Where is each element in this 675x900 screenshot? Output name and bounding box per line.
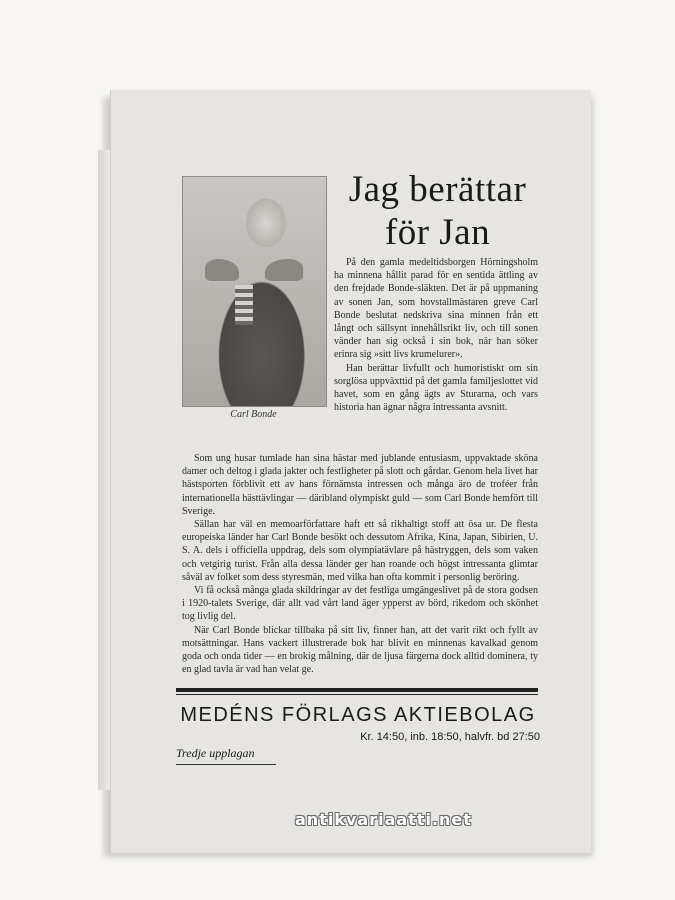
blurb-paragraph: Vi få också många glada skildringar av det festliga umgängeslivet på de stora godsen i 1920-talets Sverige, där allt vad vårt land äger ypperst av börd, rikedom och skönhet tog livlig del. [182,585,538,623]
photo-caption: Carl Bonde [230,409,277,420]
price-list: Kr. 14:50, inb. 18:50, halvfr. bd 27:50 [360,731,540,743]
blurb-right-column [334,256,538,414]
blurb-paragraph: Som ung husar tumlade han sina hästar med jublande entusiasm, uppvaktade sköna damer och deltog i glada jakter och festligheter på slott och gårdar. Genom hela livet har hästsporten förblivit ett av hans förnämsta intressen och många äro de troféer från internationella hästtävlingar — däribland olympiskt guld — som Carl Bonde hemfört till Sverige. [182,453,538,517]
medals [235,285,253,325]
edition-label: Tredje upplagan [176,746,255,760]
blurb-full-column [182,452,538,676]
divider-thick [176,688,538,692]
book-title [330,168,545,254]
title-line-1: Jag berättar [348,169,527,210]
divider-thin [176,694,538,695]
edition-underline [176,764,276,765]
blurb-paragraph: På den gamla medeltidsborgen Hörningsholm ha minnena hållit parad för en sentida ättling av den frejdade Bonde-släkten. Det är på uppmaning av sonen Jan, som hovstallmästaren greve Carl Bonde beslutat nedskriva sina minnen från ett långt och sällsynt innehållsrikt liv, och till sonen vänder han sig också i sin bok, när han söker erinra sig »sitt livs krumelurer». [334,257,538,361]
watermark: antikvariaatti.net [295,810,472,829]
epaulet-right [265,259,303,281]
publisher-name: MEDÉNS FÖRLAGS AKTIEBOLAG [180,704,536,726]
blurb-paragraph: Sällan har väl en memoarförfattare haft ett så rikhaltigt stoff att ösa ur. De flesta europeiska länder har Carl Bonde besökt och dessutom Afrika, Kina, Japan, Sibirien, U. S. A. dels i officiella uppdrag, dels som olympiatävlare på hästryggen, dels som vaken och vetgirig turist. Från alla dessa länder ger han roande och högst intressanta glimtar såväl av folket som dess styresmän, med vilka han ofta kommit i personlig beröring. [182,519,538,583]
epaulet-left [205,259,239,281]
blurb-paragraph: När Carl Bonde blickar tillbaka på sitt liv, finner han, att det varit rikt och fyllt av motsättningar. Hans vackert illustrerade bok har blivit en minnenas kavalkad genom goda och onda tider — en brokig målning, där de ljusa färgerna dock alltid dominera, ty en glad tavla är vad han velat ge. [182,624,538,676]
author-portrait [182,176,327,407]
title-line-2: för Jan [384,212,491,253]
blurb-paragraph: Han berättar livfullt och humoristiskt om sin sorglösa uppväxttid på det gamla familjeslottet vid havet, som en gång ägts av Sturarna, och vars historia han ägnar några intressanta avsnitt. [334,362,538,414]
